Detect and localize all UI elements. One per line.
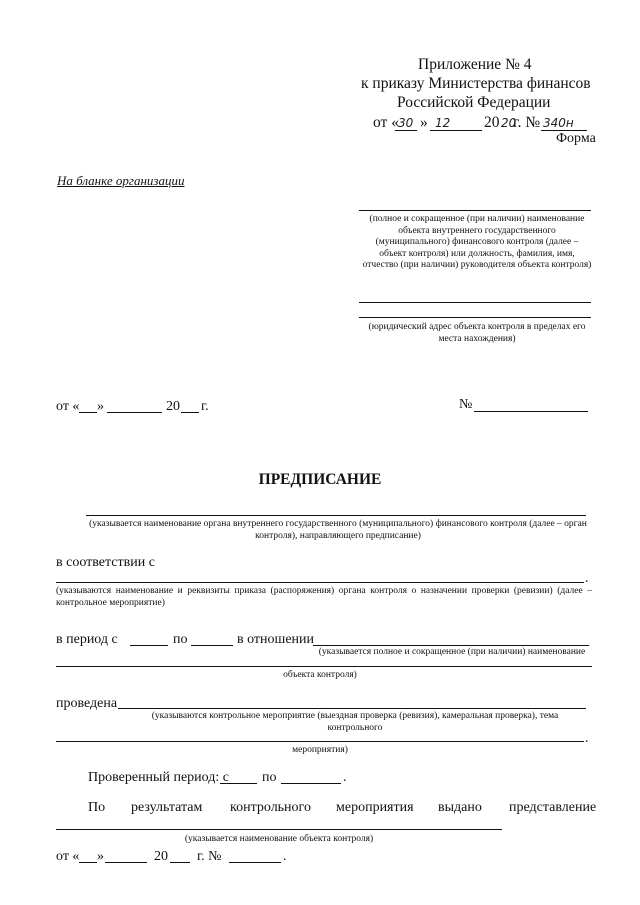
period-from-label: в период с [56,632,118,647]
org-line [86,515,586,516]
order-date-month: 12 [435,116,451,130]
results-word-6: представление [509,800,597,815]
letterhead-note: На бланке организации [57,173,185,188]
doc-day-line [79,412,97,413]
order-date-quote: » [420,114,428,131]
order-caption: (указываются наименование и реквизиты приказа (распоряжения) органа контроля о назначении проверки (ревизии) (далее – контрольное мероприятие) [56,586,592,608]
event-caption-3: мероприятия) [292,745,348,755]
order-year-suffix: 20 [501,116,517,130]
addressee-name-caption: (полное и сокращенное (при наличии) наименование объекта внутреннего государственного (муниципального) финансового контроля (далее – объект контроля) или должность, фамилия, имя, отчество (при наличии) руководителя объекта контроля) [362,214,592,270]
doc-year-suffix: г. [201,399,209,414]
addressee-extra-line-1 [359,302,591,303]
doc-number-line [474,411,588,412]
final-date-prefix: от « [56,849,80,864]
appendix-title: Приложение № 4 [418,56,532,73]
doc-date-mid: » [97,399,104,414]
conducted-line [118,708,586,709]
checked-period-label: Проверенный период: с [88,770,229,785]
order-year-prefix: 20 [484,114,500,131]
doc-month-line [107,412,162,413]
final-date-mid: » [97,849,104,864]
object-line-2 [56,666,592,667]
doc-date-prefix: от « [56,399,80,414]
final-g-no: г. № [197,849,222,864]
order-number: 340н [543,116,574,130]
regarding-label: в отношении [237,632,315,647]
object-name-caption: (указывается наименование объекта контроля) [184,834,374,844]
final-number-line [229,862,281,863]
doc-year-line [181,412,199,413]
event-line [56,741,584,742]
addressee-name-line [359,210,591,211]
doc-number-label: № [459,397,473,412]
order-month-line [430,130,482,131]
addressee-address-caption: (юридический адрес объекта контроля в пределах его места нахождения) [368,322,586,344]
period-from-line [130,645,168,646]
checked-from-line [220,783,257,784]
conducted-label: проведена [56,696,118,711]
federation-line: Российской Федерации [397,94,551,111]
document-page: Приложение № 4 к приказу Министерства финансов Российской Федерации от « 30 » 12 20 20 г. № 340н Форма На бланке организации (полное и сокращенное (при наличии) наименование объекта внутреннего государственного (муниципального) финансового контроля (далее – объект контроля) или должность, фамилия, имя, отчество (при наличии) руководителя объекта контроля) (юридический адрес объекта контроля в пределах его места нахождения) от « » 20 г. № ПРЕДПИСАНИЕ (указывается наименование органа внутреннего государственного (муниципального) финансового контроля (далее – орган контроля), направляющего предписание) в соответствии с . (указываются наименование и реквизиты приказа (распоряжения) органа контроля о назначении проверки (ревизии) (далее – контрольное мероприятие) в период с по в отношении (указывается полное и сокращенное (при наличии) наименование объекта контроля) проведена (указываются контрольное мероприятие (выездная проверка (ревизия), камеральная проверка), тема контрольного . мероприятия) Проверенный период: с по . По результатам контрольного мероприятия выдано представление (указывается наименование объекта контроля) от « » 20 г. № . [0,0,640,905]
period-to-label: по [173,632,188,647]
regarding-line [313,645,589,646]
final-year-line [170,862,190,863]
final-day-line [79,862,97,863]
addressee-address-line [359,317,591,318]
form-label: Форма [556,131,596,146]
event-caption-2: контрольного [327,723,383,733]
results-word-5: выдано [438,800,482,815]
event-caption-1: (указываются контрольное мероприятие (выездная проверка (ревизия), камеральная проверка), тема [151,711,559,721]
order-day-line [395,130,417,131]
checked-to-line [281,783,341,784]
final-year-prefix: 20 [154,849,168,864]
accordance-line [56,582,584,583]
object-name-line [56,829,502,830]
final-month-line [105,862,147,863]
results-word-3: контрольного [230,800,311,815]
object-caption-1: (указывается полное и сокращенное (при наличии) наименование [318,647,586,657]
results-word-2: результатам [131,800,203,815]
order-g-no: г. № [513,114,541,131]
order-date-prefix: от « [373,114,399,131]
period-to-line [191,645,233,646]
order-date-day: 30 [398,116,414,130]
accordance-label: в соответствии с [56,555,155,570]
checked-to-label: по [262,770,277,785]
results-word-1: По [88,800,106,815]
order-line: к приказу Министерства финансов [361,75,591,92]
document-title: ПРЕДПИСАНИЕ [258,471,382,488]
results-word-4: мероприятия [336,800,414,815]
org-caption: (указывается наименование органа внутреннего государственного (муниципального) финансового контроля (далее – орган контроля), направляющего предписание) [89,519,587,541]
object-caption-2: объекта контроля) [283,670,357,680]
doc-year-prefix: 20 [166,399,180,414]
